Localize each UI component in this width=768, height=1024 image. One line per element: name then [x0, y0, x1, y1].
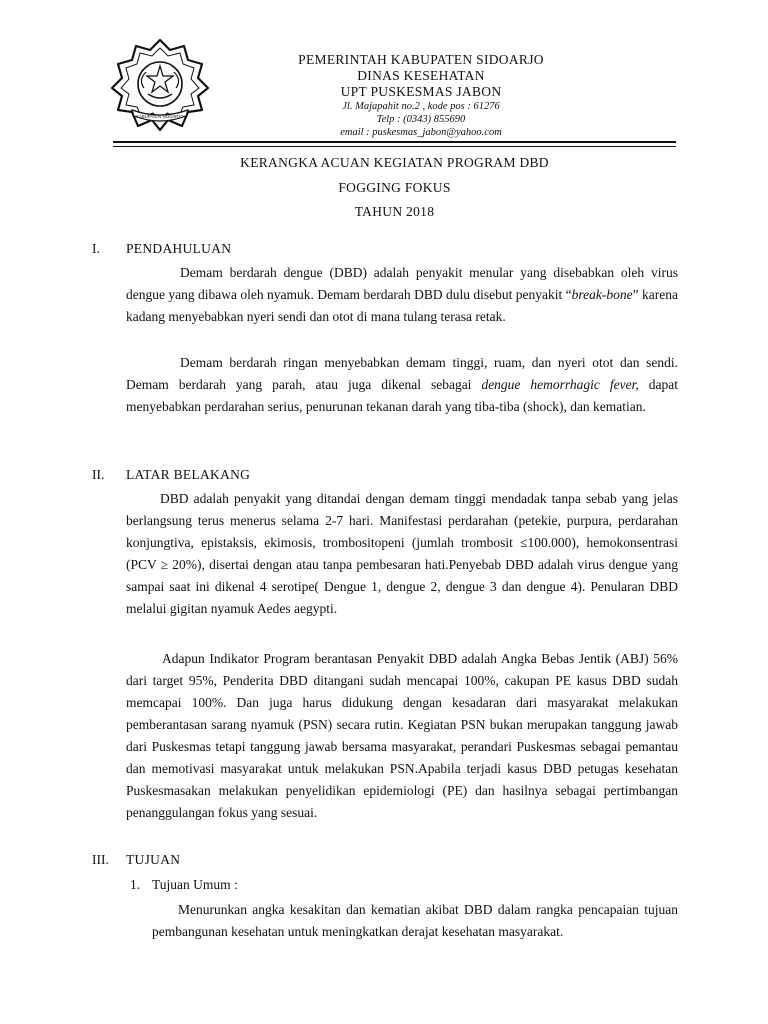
para-text: dapat menyebabkan perdarahan serius, penurunan tekanan darah yang tiba-tiba (shock), dan kematian.	[126, 377, 678, 414]
government-name: PEMERINTAH KABUPATEN SIDOARJO	[298, 52, 544, 67]
section-2-paragraph-2: Adapun Indikator Program berantasan Penyakit DBD adalah Angka Bebas Jentik (ABJ) 56% dari target 95%, Penderita DBD ditangani sudah mencapai 100%, cakupan PE kasus DBD sudah memcapai 100%. Dan juga harus didukung dengan kesadaran dari masyarakat melakukan pemberantasan sarang nyamuk (PSN) secara rutin. Kegiatan PSN bukan merupakan tanggung jawab dari Puskesmas tetapi tanggung jawab bersama masyarakat, perandari Puskesmas sebagai pemantau dan memotivasi masyarakat untuk melakukan PSN.Apabila terjadi kasus DBD petugas kesehatan Puskesmasakan melakukan penyelidikan epidemiologi (PE) dan hasilnya sebagai pertimbangan penanggulangan fokus yang sesuai.	[126, 651, 678, 820]
para-text: Demam berdarah ringan menyebabkan demam tinggi, ruam, dan nyeri otot dan sendi. Demam berdarah yang parah, atau juga dikenal sebagai	[126, 355, 678, 392]
address-line: Jl. Majapahit no.2 , kode pos : 61276	[342, 101, 500, 112]
email-line: email : puskesmas_jabon@yahoo.com	[340, 127, 502, 138]
section-1-number: I.	[92, 241, 100, 256]
para-text: ” karena kadang menyebabkan nyeri sendi dan otot di mana tulang terasa retak.	[126, 287, 679, 324]
para-emphasis: break-bone	[571, 287, 633, 302]
subsection-title: Tujuan Umum :	[152, 877, 238, 892]
section-1-paragraph-2	[126, 352, 678, 418]
section-1-title: PENDAHULUAN	[126, 241, 232, 256]
section-3-paragraph-1: Menurunkan angka kesakitan dan kematian akibat DBD dalam rangka pencapaian tujuan pembangunan kesehatan untuk meningkatkan derajat kesehatan masyarakat.	[152, 902, 678, 939]
letterhead-rule-thin	[113, 146, 676, 147]
department-name: DINAS KESEHATAN	[357, 68, 485, 83]
section-1-paragraph-1	[126, 262, 678, 328]
subsection-number: 1.	[130, 877, 141, 892]
letterhead-rule-thick	[113, 141, 676, 143]
section-2-paragraph-1: DBD adalah penyakit yang ditandai dengan demam tinggi mendadak tanpa sebab yang jelas berlangsung terus menerus selama 2-7 hari. Manifestasi perdarahan (petekie, purpura, perdarahan konjungtiva, epistaksis, ekimosis, trombositopeni (jumlah trombosit ≤100.000), hemokonsentrasi (PCV ≥ 20%), disertai dengan atau tanpa pembesaran hati.Penyebab DBD adalah virus dengue yang sampai saat ini dikenal 4 serotipe( Dengue 1, dengue 2, dengue 3 dan dengue 4). Penularan DBD melalui gigitan nyamuk Aedes aegypti.	[126, 491, 678, 616]
document-title	[113, 151, 676, 225]
title-line-2: FOGGING FOKUS	[338, 179, 451, 195]
emblem-ribbon-text: KABUPATEN SIDOARJO	[136, 114, 184, 119]
phone-line: Telp : (0343) 855690	[376, 114, 466, 125]
sidoarjo-emblem-icon	[108, 36, 212, 132]
section-3-number: III.	[92, 852, 109, 867]
unit-name: UPT PUSKESMAS JABON	[340, 84, 502, 99]
letterhead	[236, 52, 606, 139]
para-emphasis: dengue hemorrhagic fever,	[481, 377, 639, 392]
title-line-3: TAHUN 2018	[354, 204, 435, 219]
title-line-1: KERANGKA ACUAN KEGIATAN PROGRAM DBD	[240, 155, 549, 170]
section-2-title: LATAR BELAKANG	[126, 467, 251, 482]
para-text: Demam berdarah dengue (DBD) adalah penyakit menular yang disebabkan oleh virus dengue yang dibawa oleh nyamuk. Demam berdarah DBD dulu disebut penyakit “	[126, 265, 678, 302]
section-2-number: II.	[92, 467, 105, 482]
section-3-title: TUJUAN	[126, 852, 181, 867]
